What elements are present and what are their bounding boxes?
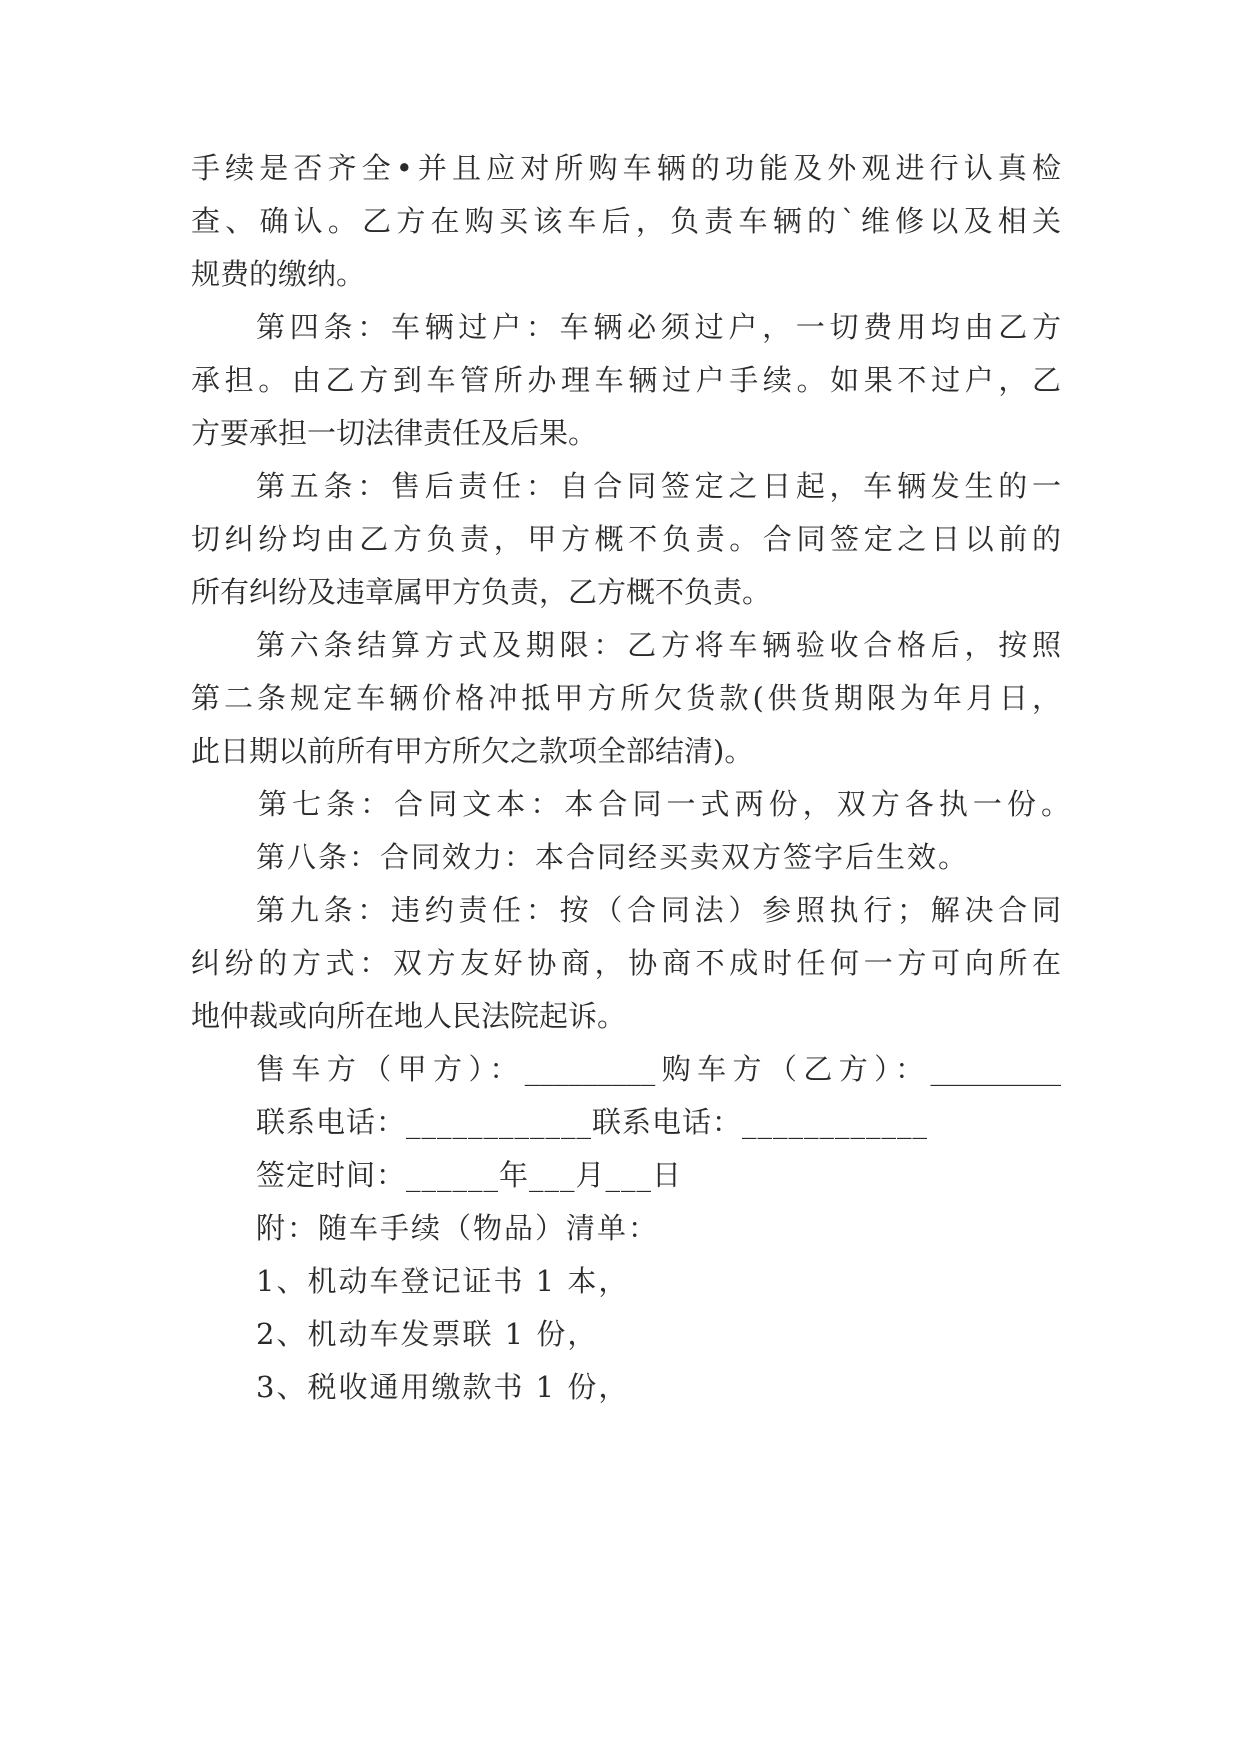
attachment-item: 3、税收通用缴款书 1 份， [256,1370,630,1404]
paragraph-line: 承担。由乙方到车管所办理车辆过户手续。如果不过户，乙 [191,363,1061,397]
paragraph-line: 切纠纷均由乙方负责，甲方概不负责。合同签定之日以前的 [191,522,1061,556]
paragraph-line: 地仲裁或向所在地人民法院起诉。 [191,999,627,1033]
signing-date-line: 签定时间：______年___月___日 [256,1158,683,1192]
paragraph-line: 纠纷的方式：双方友好协商，协商不成时任何一方可向所在 [191,946,1061,980]
attachment-heading: 附：随车手续（物品）清单： [256,1211,660,1245]
paragraph-line: 规费的缴纳。 [191,257,366,291]
article-8-line: 第八条：合同效力：本合同经买卖双方签字后生效。 [256,840,970,874]
article-9-line: 第九条：违约责任：按（合同法）参照执行；解决合同 [256,893,1061,927]
paragraph-line: 方要承担一切法律责任及后果。 [191,416,598,450]
seller-buyer-signature-line: 售车方（甲方）：_________购车方（乙方）：_________ [256,1052,1061,1086]
attachment-item: 1、机动车登记证书 1 本， [256,1264,630,1298]
article-5-line: 第五条：售后责任：自合同签定之日起，车辆发生的一 [256,469,1061,503]
article-6-line: 第六条结算方式及期限：乙方将车辆验收合格后，按照 [256,628,1061,662]
paragraph-line: 查、确认。乙方在购买该车后，负责车辆的`维修以及相关 [191,204,1061,238]
article-7-line: 第七条：合同文本：本合同一式两份，双方各执一份。 [258,787,1070,821]
paragraph-line: 手续是否齐全•并且应对所购车辆的功能及外观进行认真检 [191,151,1061,185]
paragraph-line: 第二条规定车辆价格冲抵甲方所欠货款(供货期限为年月日， [191,681,1061,715]
paragraph-line: 此日期以前所有甲方所欠之款项全部结清)。 [191,734,754,768]
article-4-line: 第四条：车辆过户：车辆必须过户，一切费用均由乙方 [256,310,1061,344]
paragraph-line: 所有纠纷及违章属甲方负责，乙方概不负责。 [191,575,772,609]
contact-phone-line: 联系电话：____________联系电话：____________ [256,1105,929,1139]
attachment-item: 2、机动车发票联 1 份， [256,1317,599,1351]
